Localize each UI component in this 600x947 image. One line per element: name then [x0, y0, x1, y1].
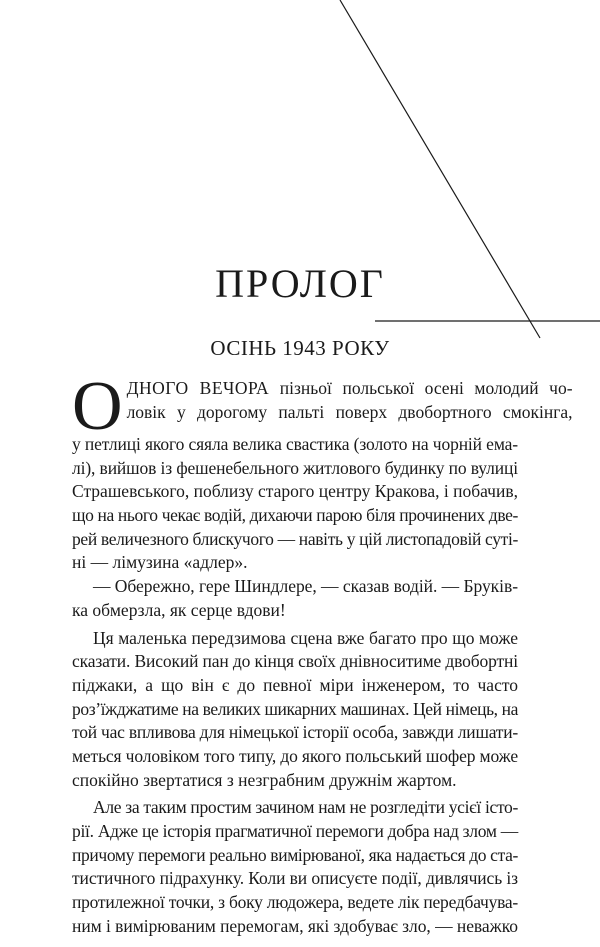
paragraph-3-line: Ця маленька передзимова сцена вже багато про що може	[93, 627, 518, 648]
paragraph-3-line: меться чоловіком того типу, до якого польський шофер може	[72, 745, 518, 766]
paragraph-1-line: у петлиці якого сяяла велика свастика (золото на чорній ема-	[72, 434, 518, 454]
paragraph-4-line: протилежної точки, з боку людожера, ведете лік передбачува-	[72, 892, 518, 913]
lead-in: ДНОГО ВЕЧОРА	[126, 378, 270, 398]
paragraph-4-line: тистичного підрахунку. Коли ви описуєте події, дивлячись із	[72, 868, 518, 889]
paragraph-3-line: роз’їжджатиме на великих шикарних машинах. Цей німець, на	[72, 698, 518, 719]
paragraph-3-line: спокійно звертатися з незграбним дружнім жартом.	[72, 769, 457, 790]
paragraph-4-line: ним і вимірюваним перемогам, які здобуває зло, — неважко	[72, 915, 518, 936]
paragraph-3-line: той час впливова для німецької історії особа, завжди лишати-	[72, 722, 518, 743]
paragraph-3-line: сказати. Високий пан до кінця своїх днівноситиме двобортні	[72, 651, 518, 672]
paragraph-2-line: — Обережно, гере Шиндлере, — сказав водій. — Бруків-	[93, 576, 518, 597]
paragraph-1-line: ні — лімузина «адлер».	[72, 552, 248, 573]
paragraph-1-line: Страшевського, поблизу старого центру Кракова, і побачив,	[72, 481, 518, 502]
drop-cap: О	[72, 368, 123, 445]
paragraph-4-line: причому перемоги реально вимірюваної, яка надається до ста-	[72, 844, 518, 865]
paragraph-2	[72, 575, 518, 622]
paragraph-3	[72, 627, 518, 793]
paragraph-1-line: ловік у дорогому пальті поверх двобортного смокінга,	[126, 401, 573, 422]
body-text	[72, 368, 573, 938]
paragraph-1	[72, 368, 573, 575]
paragraph-1-line: рей величезного блискучого — навіть у цій листопадовій суті-	[72, 528, 518, 549]
paragraph-4-line: рії. Адже це історія прагматичної перемоги добра над злом —	[72, 821, 518, 841]
paragraph-3-line: піджаки, а що він є до певної міри інженером, то часто	[72, 674, 518, 695]
paragraph-1-line: лі), вийшов із фешенебельного житлового будинку по вулиці	[72, 457, 518, 478]
paragraph-4	[72, 796, 518, 938]
paragraph-1-line: що на нього чекає водій, дихаючи парою біля прочинених две-	[72, 505, 518, 526]
chapter-title: ПРОЛОГ	[215, 261, 385, 306]
paragraph-1-line: пізньої польської осені молодий чо-	[269, 378, 573, 398]
paragraph-2-line: ка обмерзла, як серце вдови!	[72, 599, 286, 620]
paragraph-4-line: Але за таким простим зачином нам не розгледіти усієї істо-	[93, 797, 518, 818]
chapter-subtitle: ОСІНЬ 1943 РОКУ	[210, 336, 390, 360]
